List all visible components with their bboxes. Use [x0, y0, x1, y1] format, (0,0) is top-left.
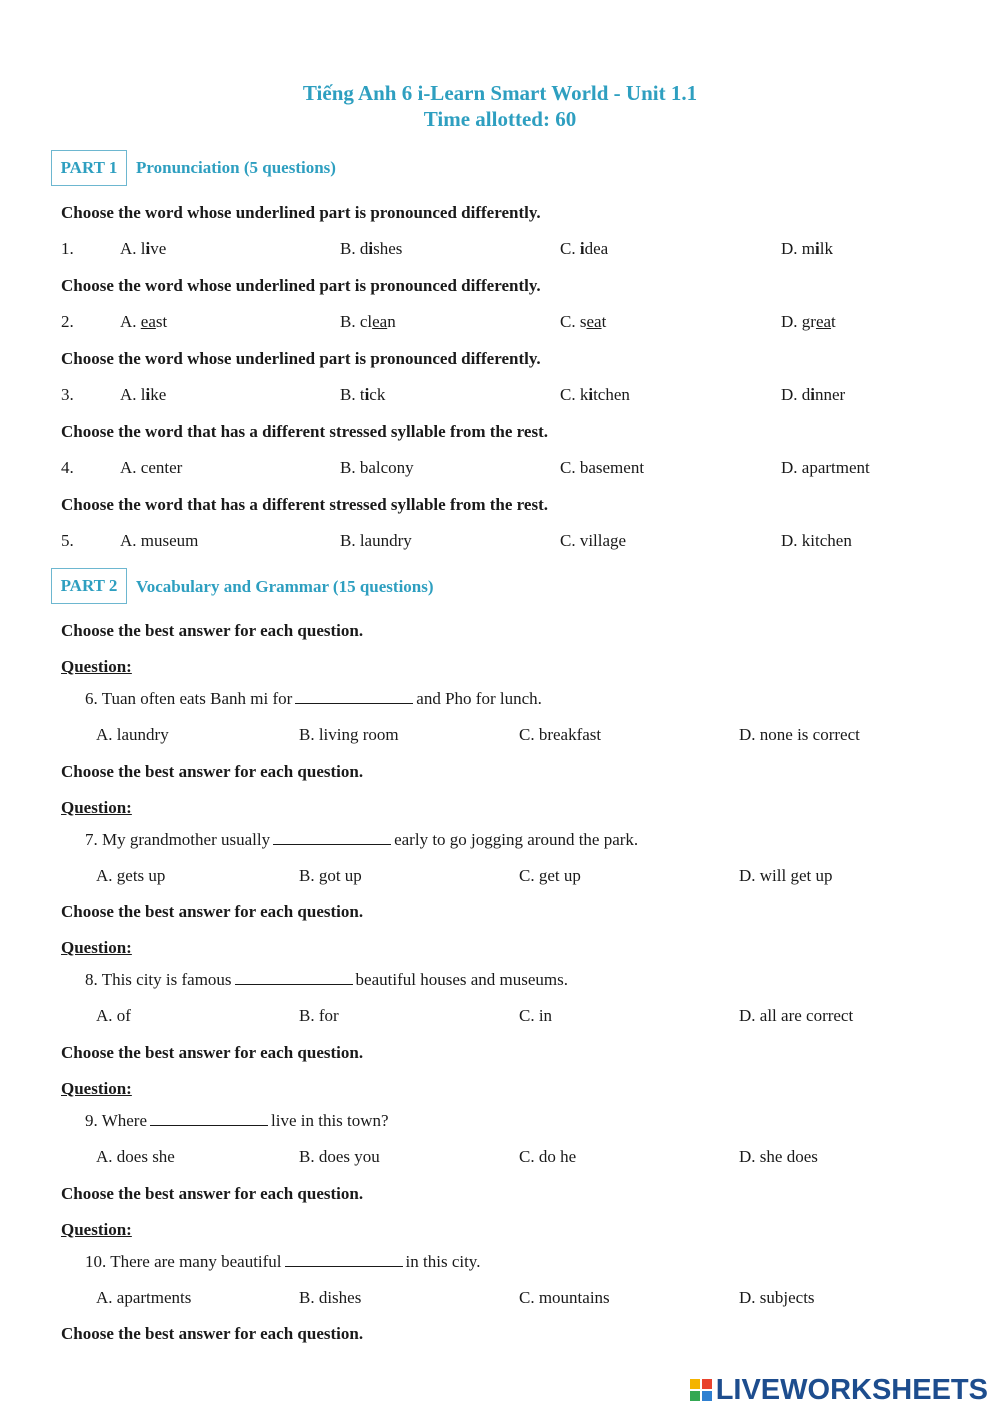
highlighted-part: i	[588, 385, 594, 404]
stem-after: beautiful houses and museums.	[355, 970, 569, 990]
instruction: Choose the word that has a different stressed syllable from the rest.	[61, 495, 548, 514]
answer-option[interactable]: B. living room	[299, 725, 399, 744]
option-text: B. laundry	[340, 531, 412, 550]
instruction: Choose the best answer for each question.	[61, 621, 364, 640]
answer-option[interactable]	[120, 312, 167, 332]
stem-after: early to go jogging around the park.	[394, 829, 639, 849]
option-text-rest: nner	[815, 385, 846, 404]
option-text: A. center	[120, 458, 183, 477]
answer-option[interactable]: A. laundry	[96, 725, 169, 744]
answer-option[interactable]	[781, 458, 870, 478]
answer-option[interactable]: C. do he	[519, 1147, 577, 1167]
answer-option[interactable]: A. gets up	[96, 865, 166, 885]
option-text-rest: tchen	[593, 385, 630, 404]
answer-option[interactable]: C. mountains	[519, 1287, 610, 1307]
question-label: Question:	[61, 938, 132, 958]
answer-option[interactable]: B. for	[299, 1006, 339, 1026]
stem-before: 6. Tuan often eats Banh mi for	[85, 689, 293, 708]
option-text: D. m	[781, 239, 815, 258]
question-number: 2.	[61, 312, 74, 331]
option-text-rest: ve	[150, 239, 167, 258]
page-title: Tiếng Anh 6 i-Learn Smart World - Unit 1.1	[302, 81, 698, 105]
question-label: Question:	[61, 657, 132, 676]
answer-blank[interactable]	[273, 830, 391, 845]
option-text: C. s	[560, 312, 587, 331]
answer-option[interactable]: C. in	[519, 1006, 553, 1026]
question-number: 3.	[61, 385, 74, 404]
option-text: D. gr	[781, 312, 816, 331]
question-label: Question:	[61, 797, 132, 817]
answer-option[interactable]: C. breakfast	[519, 725, 602, 744]
option-text-rest: dea	[584, 239, 609, 258]
option-text: D. d	[781, 385, 811, 404]
answer-blank[interactable]	[285, 1252, 403, 1267]
highlighted-part: ea	[140, 312, 156, 331]
option-text: D. kitchen	[781, 531, 852, 550]
instruction: Choose the best answer for each question.	[61, 1043, 364, 1063]
answer-option[interactable]: B. dishes	[299, 1287, 362, 1307]
instruction: Choose the word that has a different stressed syllable from the rest.	[61, 422, 548, 441]
option-text: C.	[560, 239, 580, 258]
option-text-rest: ck	[369, 385, 386, 404]
answer-blank[interactable]	[150, 1111, 268, 1126]
trailing-instruction: Choose the best answer for each question.	[61, 1324, 364, 1343]
answer-option[interactable]: B. got up	[299, 865, 362, 885]
stem-before: 10. There are many beautiful	[85, 1251, 282, 1271]
answer-option[interactable]	[560, 458, 644, 478]
option-text-rest: shes	[373, 239, 403, 258]
option-text-rest: st	[155, 312, 168, 331]
highlighted-part: i	[579, 239, 585, 258]
stem-before: 9. Where	[85, 1111, 147, 1131]
instruction: Choose the best answer for each question.	[61, 761, 364, 781]
question-label: Question:	[61, 1219, 132, 1239]
option-text-rest: t	[601, 312, 607, 331]
answer-option[interactable]	[560, 385, 630, 405]
option-text: C. village	[560, 531, 627, 550]
answer-option[interactable]	[781, 312, 836, 332]
option-text: B. balcony	[340, 458, 414, 477]
option-text: B. cl	[340, 312, 373, 331]
answer-option[interactable]: D. none is correct	[739, 725, 860, 744]
question-stem	[85, 689, 542, 709]
answer-option[interactable]: C. get up	[519, 865, 581, 885]
option-text: A. l	[120, 385, 146, 404]
highlighted-part: i	[145, 385, 151, 404]
answer-option[interactable]	[340, 385, 385, 405]
question-stem	[85, 970, 568, 990]
answer-option[interactable]	[340, 312, 396, 332]
instruction: Choose the word whose underlined part is pronounced differently.	[61, 349, 541, 368]
answer-option[interactable]: A. does she	[96, 1147, 175, 1167]
option-text: D. apartment	[781, 458, 870, 477]
highlighted-part: i	[810, 385, 816, 404]
question-stem	[85, 1252, 480, 1272]
time-allotted: Time allotted: 60	[423, 107, 577, 131]
highlighted-part: ea	[815, 312, 832, 331]
stem-before: 7. My grandmother usually	[85, 829, 271, 849]
highlighted-part: i	[145, 239, 151, 258]
answer-option[interactable]: D. subjects	[739, 1287, 815, 1307]
instruction: Choose the word whose underlined part is pronounced differently.	[61, 276, 541, 295]
option-text: A.	[120, 312, 141, 331]
logo-mark-icon	[690, 1379, 712, 1401]
answer-option[interactable]	[340, 239, 402, 259]
option-text: C. basement	[560, 458, 645, 477]
highlighted-part: ea	[586, 312, 602, 331]
logo-square-red	[702, 1379, 712, 1389]
answer-option[interactable]	[781, 531, 852, 551]
answer-blank[interactable]	[235, 970, 353, 985]
answer-option[interactable]	[560, 312, 606, 332]
liveworksheets-logo	[690, 1374, 988, 1406]
answer-option[interactable]: D. she does	[739, 1147, 818, 1167]
instruction: Choose the best answer for each question.	[61, 1183, 364, 1203]
option-text-rest: t	[831, 312, 836, 331]
brand-name: LIVEWORKSHEETS	[715, 1373, 988, 1406]
answer-option[interactable]	[120, 239, 166, 259]
question-stem	[85, 1111, 389, 1131]
answer-option[interactable]	[340, 458, 414, 478]
stem-after: live in this town?	[271, 1111, 389, 1131]
highlighted-part: ea	[372, 312, 388, 331]
option-text-rest: lk	[819, 239, 833, 258]
option-text: A. l	[120, 239, 146, 258]
highlighted-part: i	[368, 239, 374, 258]
option-text-rest: ke	[150, 385, 167, 404]
answer-option[interactable]	[560, 531, 626, 551]
stem-before: 8. This city is famous	[85, 970, 232, 990]
answer-option[interactable]	[781, 385, 845, 405]
part-2-title: Vocabulary and Grammar (15 questions)	[136, 577, 434, 596]
option-text: A. museum	[120, 531, 199, 550]
part-1-label: PART 1	[51, 150, 127, 186]
logo-square-yellow	[690, 1379, 700, 1389]
answer-option[interactable]	[560, 239, 608, 259]
option-text: B. t	[340, 385, 365, 404]
answer-option[interactable]	[781, 239, 833, 259]
answer-option[interactable]	[120, 385, 166, 405]
part-2-label: PART 2	[51, 568, 127, 604]
logo-square-green	[690, 1391, 700, 1401]
question-number: 5.	[61, 531, 74, 550]
answer-option[interactable]: D. all are correct	[739, 1006, 854, 1026]
answer-option[interactable]: D. will get up	[739, 865, 833, 885]
answer-option[interactable]	[120, 458, 182, 478]
highlighted-part: i	[364, 385, 370, 404]
answer-option[interactable]	[120, 531, 198, 551]
part-1-title: Pronunciation (5 questions)	[136, 158, 336, 177]
instruction: Choose the best answer for each question.	[61, 902, 364, 922]
answer-option[interactable]	[340, 531, 412, 551]
question-label: Question:	[61, 1079, 132, 1099]
stem-after: and Pho for lunch.	[416, 689, 542, 708]
option-text: B. d	[340, 239, 369, 258]
question-number: 4.	[61, 458, 74, 477]
question-stem	[85, 830, 638, 850]
answer-option[interactable]: B. does you	[299, 1147, 380, 1167]
highlighted-part: i	[815, 239, 820, 258]
logo-square-blue	[702, 1391, 712, 1401]
question-number: 1.	[61, 239, 74, 258]
answer-option[interactable]: A. apartments	[96, 1287, 192, 1307]
option-text: C. k	[560, 385, 589, 404]
stem-after: in this city.	[405, 1251, 481, 1271]
option-text-rest: n	[387, 312, 396, 331]
answer-option[interactable]: A. of	[96, 1006, 131, 1026]
instruction: Choose the word whose underlined part is pronounced differently.	[61, 203, 541, 222]
answer-blank[interactable]	[295, 689, 413, 704]
